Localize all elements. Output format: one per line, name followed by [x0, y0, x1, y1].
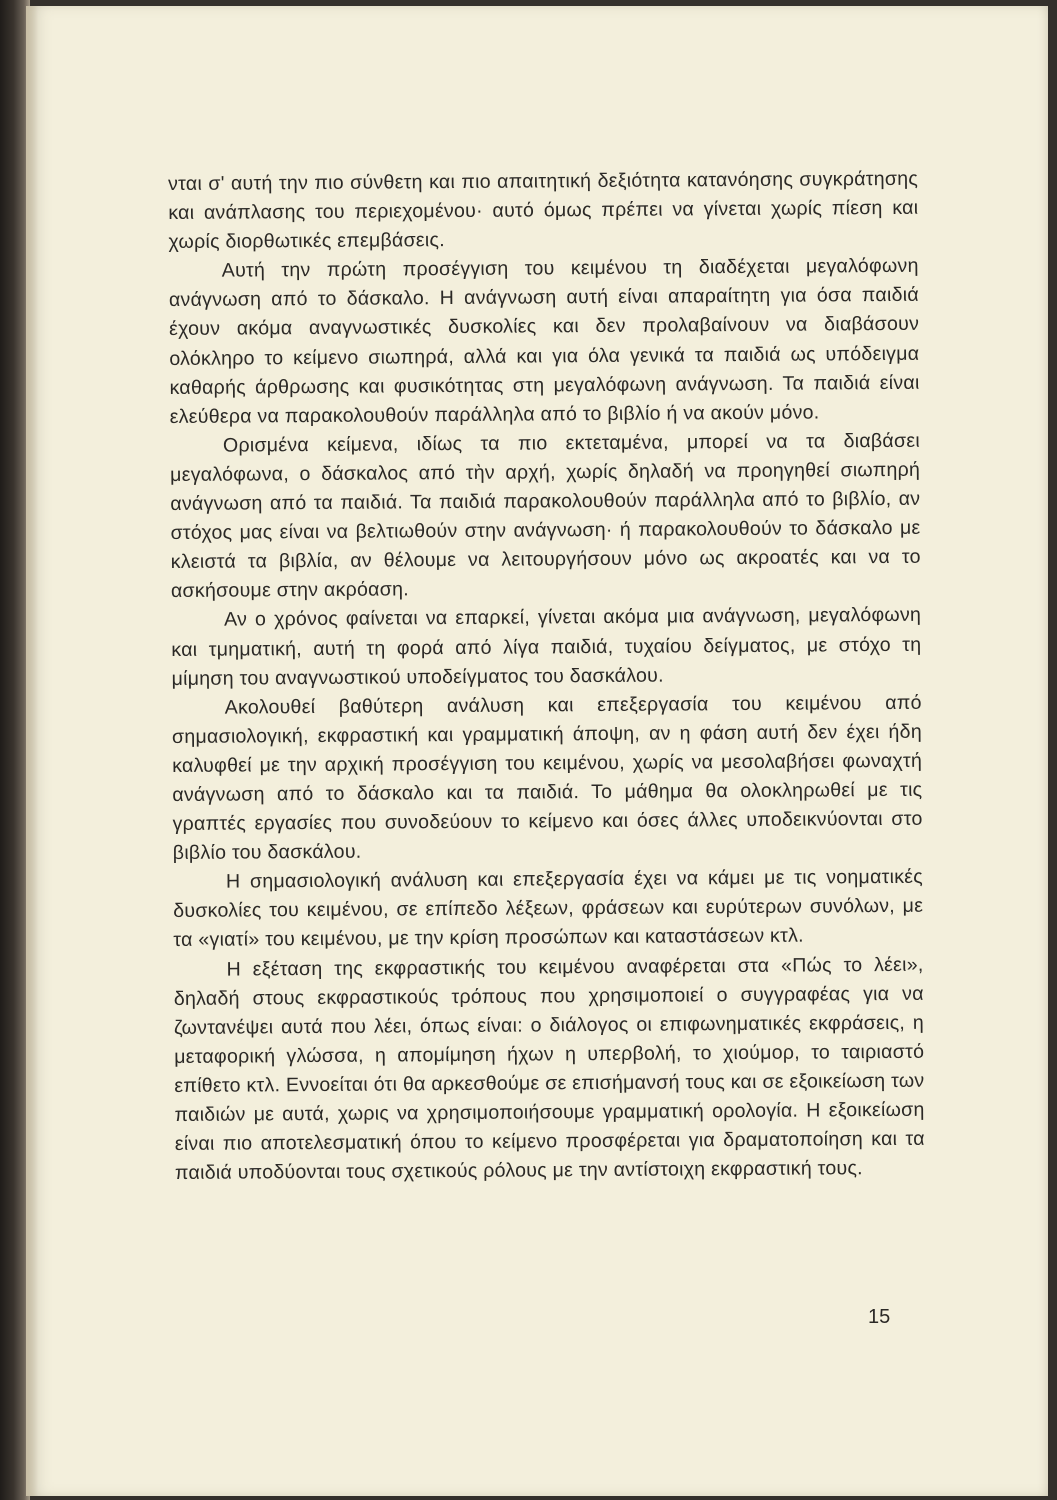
page-number: 15: [868, 1306, 891, 1328]
paragraph-5: Ακολουθεί βαθύτερη ανάλυση και επεξεργασία του κειμένου από σημασιολογική, εκφραστική και γραμματική άποψη, αν η φάση αυτή δεν έχει ήδη καλυφθεί με την αρχική προσέγγιση του κειμένου, χωρίς να μεσολαβήσει φωναχτή ανάγνωση από το δάσκαλο και τα παιδιά. Το μάθημα θα ολοκληρωθεί με τις γραπτές εργασίες που συνοδεύουν το κείμενο και όσες άλλες υποδεικνύονται στο βιβλίο του δασκάλου.: [171, 691, 923, 865]
paragraph-7: Η εξέταση της εκφραστικής του κειμένου αναφέρεται στα «Πώς το λέει», δηλαδή στους εκφραστικούς τρόπους που χρησιμοποιεί ο συγγραφέας για να ζωντανέψει αυτά που λέει, όπως είναι: ο διάλογος οι επιφωνηματικές εκφράσεις, η μεταφορική γλώσσα, η απομίμηση ήχων η υπερβολή, το χιούμορ, το ταιριαστό επίθετο κτλ. Εννοείται ότι θα αρκεσθούμε σε επισήμανσή τους και σε εξοικείωση των παιδιών με αυτά, χωρις να χρησιμοποιήσουμε γραμματική ορολογία. Η εξοικείωση είναι πιο αποτελεσματική όπου το κείμενο προσφέρεται για δραματοποίηση και τα παιδιά υποδύονται τους σχετικούς ρόλους με την αντίστοιχη εκφραστική τους.: [173, 953, 925, 1185]
paragraph-3: Ορισμένα κείμενα, ιδίως τα πιο εκτεταμένα, μπορεί να τα διαβάσει μεγαλόφωνα, ο δάσκαλος από τὴν αρχή, χωρίς δηλαδή να προηγηθεί σιωπηρή ανάγνωση από τα παιδιά. Τα παιδιά παρακολουθούν παράλληλα από το βιβλίο, αν στόχος μας είναι να βελτιωθούν στην ανάγνωση· ή παρακολουθούν το δάσκαλο με κλειστά τα βιβλία, αν θέλουμε να λειτουργήσουν μόνο ως ακροατές και να το ασκήσουμε στην ακρόαση.: [170, 429, 921, 603]
page-gutter-shadow: [26, 6, 38, 1496]
paragraph-1: νται σ' αυτή την πιο σύνθετη και πιο απαιτητική δεξιότητα κατανόησης συγκράτησης και ανάπλασης του περιεχομένου· αυτό όμως πρέπει να γίνεται χωρίς πίεση και χωρίς διορθωτικές επεμβάσεις.: [168, 167, 919, 254]
body-text: [168, 165, 925, 1188]
paragraph-6: Η σημασιολογική ανάλυση και επεξεργασία έχει να κάμει με τις νοηματικές δυσκολίες του κειμένου, σε επίπεδο λέξεων, φράσεων και ευρύτερων συνόλων, με τα «γιατί» του κειμένου, με την κρίση προσώπων και καταστάσεων κτλ.: [173, 865, 924, 952]
book-page: [26, 6, 1048, 1496]
paragraph-2: Αυτή την πρώτη προσέγγιση του κειμένου τη διαδέχεται μεγαλόφωνη ανάγνωση από το δάσκαλο. Η ανάγνωση αυτή είναι απαραίτητη για όσα παιδιά έχουν ακόμα αναγνωστικές δυσκολίες και δεν προλαβαίνουν να διαβάσουν ολόκληρο το κείμενο σιωπηρά, αλλά και για όλα γενικά τα παιδιά ως υπόδειγμα καθαρής άρθρωσης και φυσικότητας στη μεγαλόφωνη ανάγνωση. Τα παιδιά είναι ελεύθερα να παρακολουθούν παράλληλα από το βιβλίο ή να ακούν μόνο.: [168, 255, 920, 428]
paragraph-4: Αν ο χρόνος φαίνεται να επαρκεί, γίνεται ακόμα μια ανάγνωση, μεγαλόφωνη και τμηματική, αυτή τη φορά από λίγα παιδιά, τυχαίου δείγματος, με στόχο τη μίμηση του αναγνωστικού υποδείγματος του δασκάλου.: [171, 604, 922, 690]
